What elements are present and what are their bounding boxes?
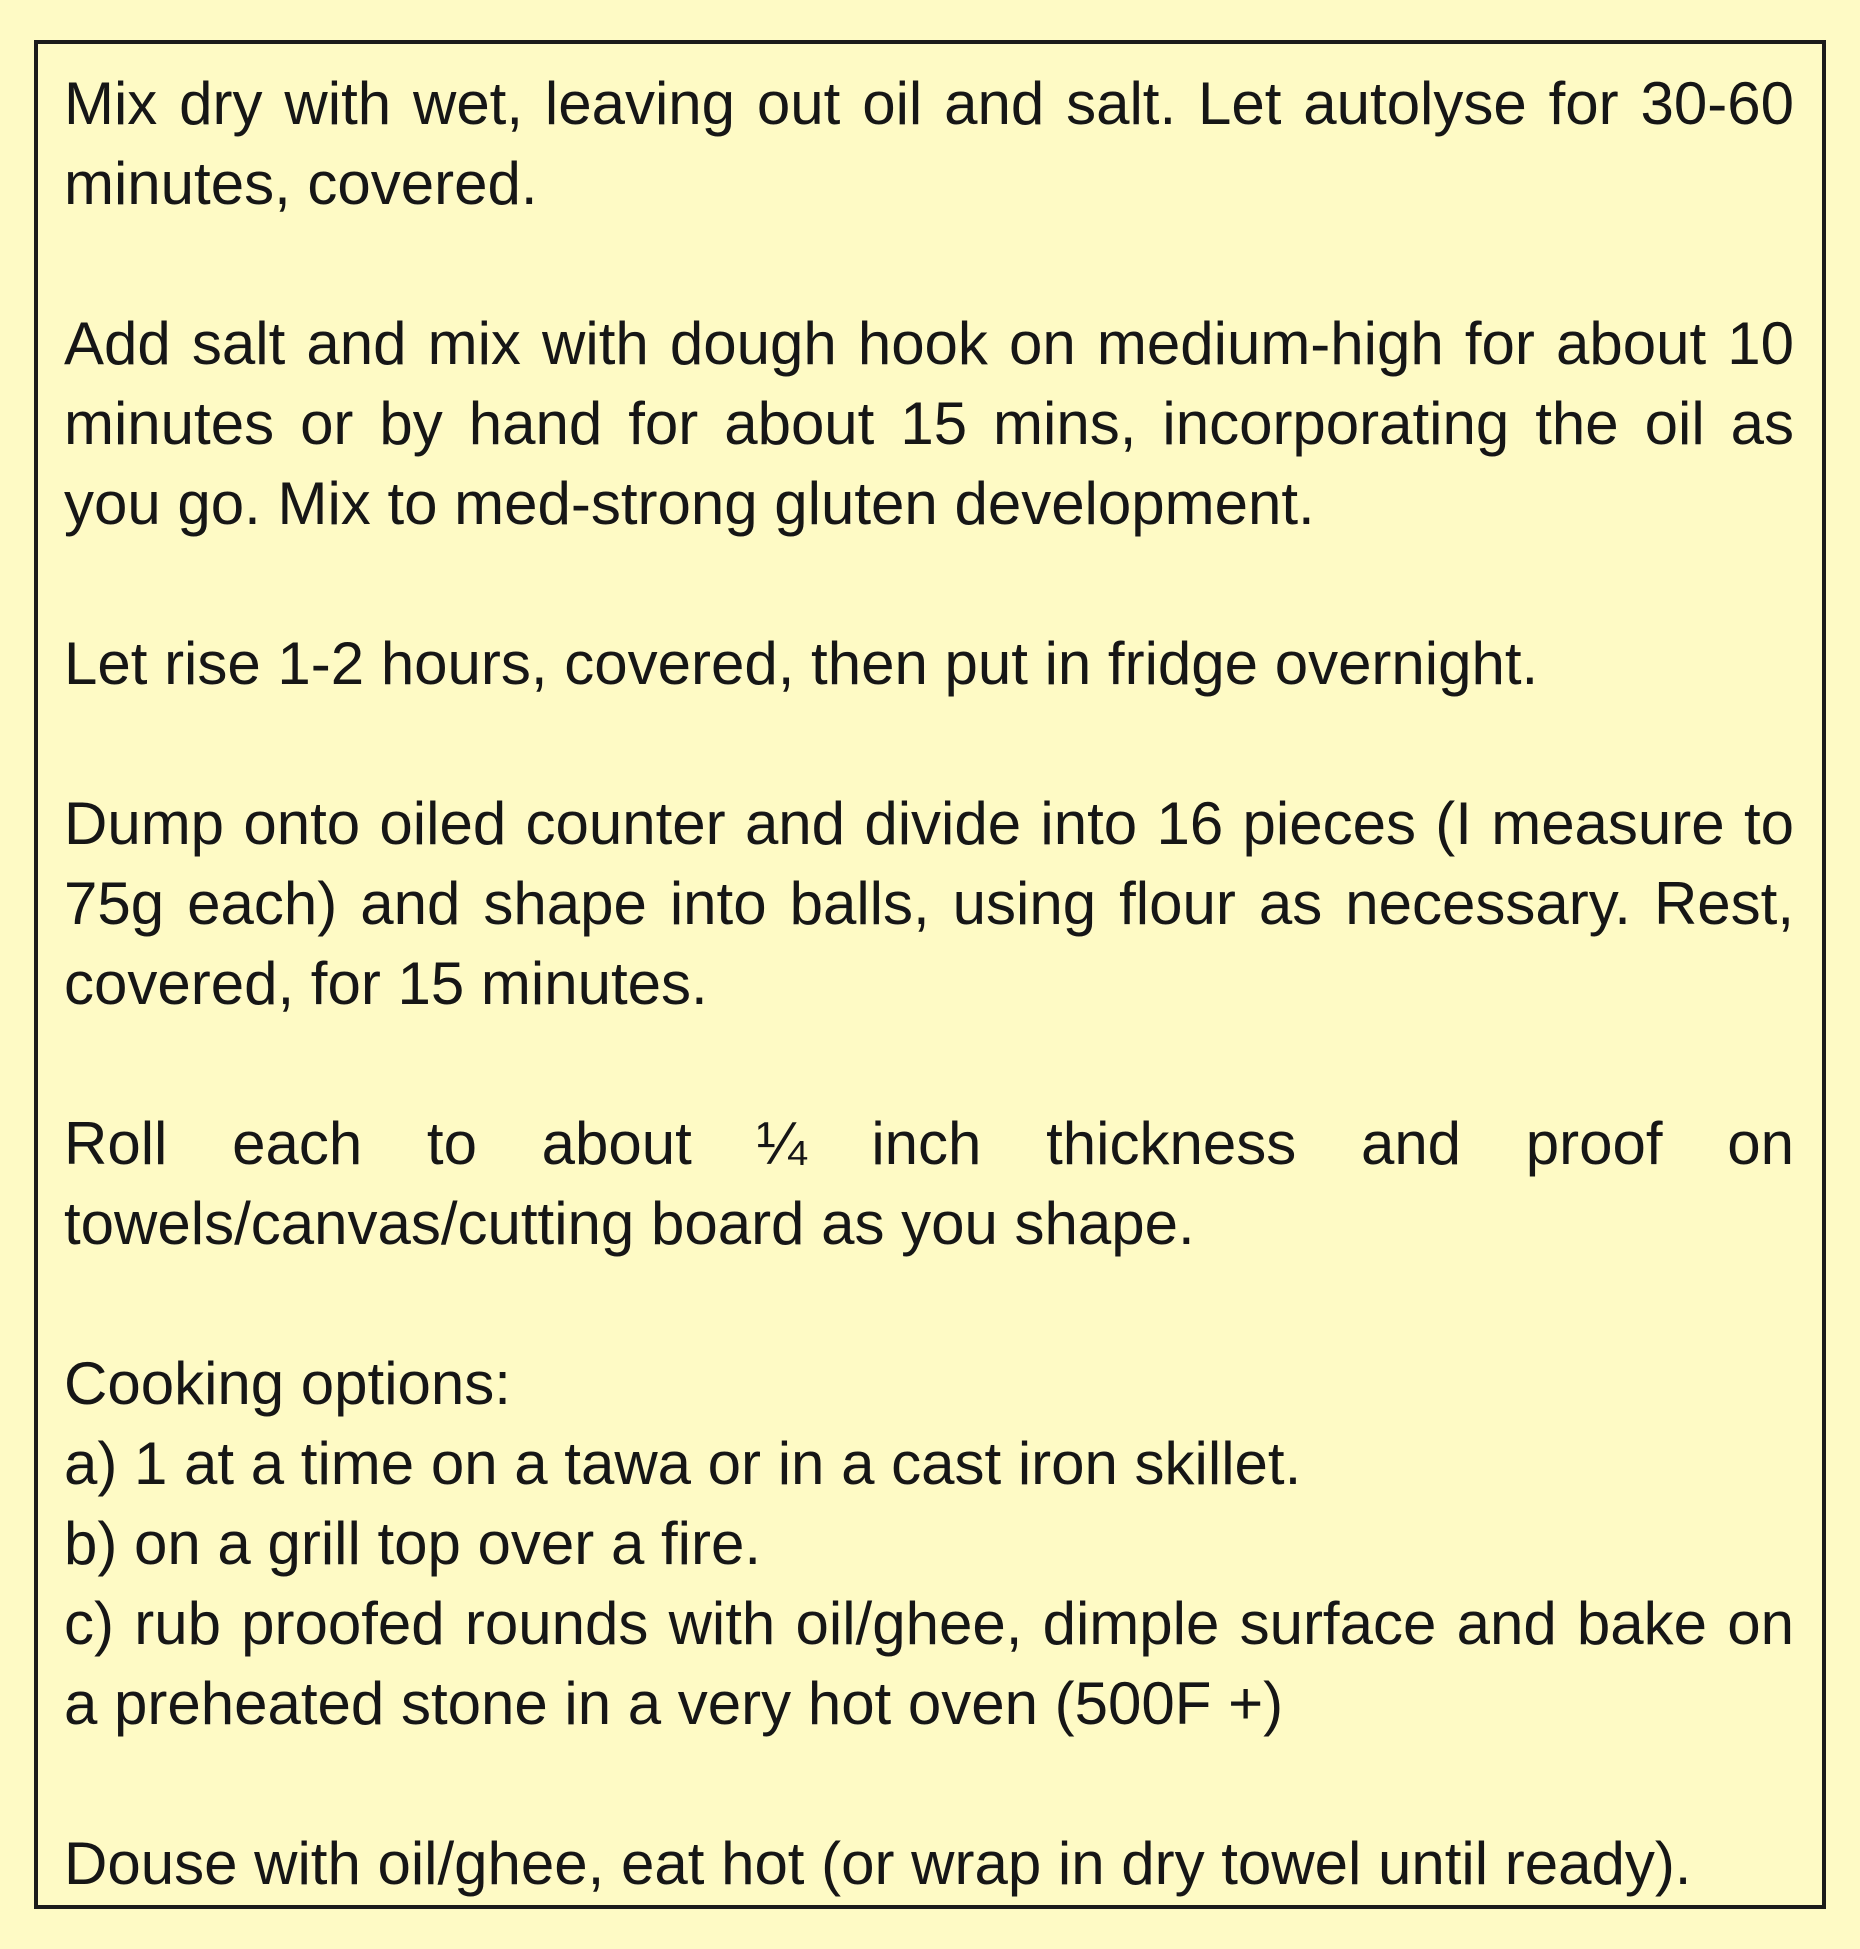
- step-divide: Dump onto oiled counter and divide into 16 pieces (I measure to 75g each) and shape into balls, using flour as necessary. Rest, covered, for 15 minutes.: [64, 790, 1794, 1017]
- recipe-instructions-card: [34, 40, 1826, 1909]
- step-mix: Add salt and mix with dough hook on medium-high for about 10 minutes or by hand for about 15 mins, incorporating the oil as you go. Mix to med-strong gluten development.: [64, 310, 1794, 537]
- step-rise: Let rise 1-2 hours, covered, then put in fridge overnight.: [64, 630, 1539, 697]
- cooking-option-c: c) rub proofed rounds with oil/ghee, dimple surface and bake on a preheated stone in a very hot oven (500F +): [64, 1590, 1794, 1737]
- step-roll: Roll each to about ¼ inch thickness and proof on towels/canvas/cutting board as you shape.: [64, 1110, 1794, 1257]
- paragraph-gap: [64, 1264, 1794, 1344]
- paragraph-gap: [64, 1744, 1794, 1824]
- step-autolyse: Mix dry with wet, leaving out oil and salt. Let autolyse for 30-60 minutes, covered.: [64, 70, 1794, 217]
- cooking-option-b: b) on a grill top over a fire.: [64, 1510, 762, 1577]
- cooking-options-heading: Cooking options:: [64, 1350, 511, 1417]
- paragraph-gap: [64, 224, 1794, 304]
- paragraph-gap: [64, 1024, 1794, 1104]
- cooking-option-a: a) 1 at a time on a tawa or in a cast iron skillet.: [64, 1430, 1302, 1497]
- step-serve: Douse with oil/ghee, eat hot (or wrap in dry towel until ready).: [64, 1830, 1692, 1897]
- paragraph-gap: [64, 544, 1794, 624]
- cooking-options: [64, 1344, 1794, 1744]
- paragraph-gap: [64, 704, 1794, 784]
